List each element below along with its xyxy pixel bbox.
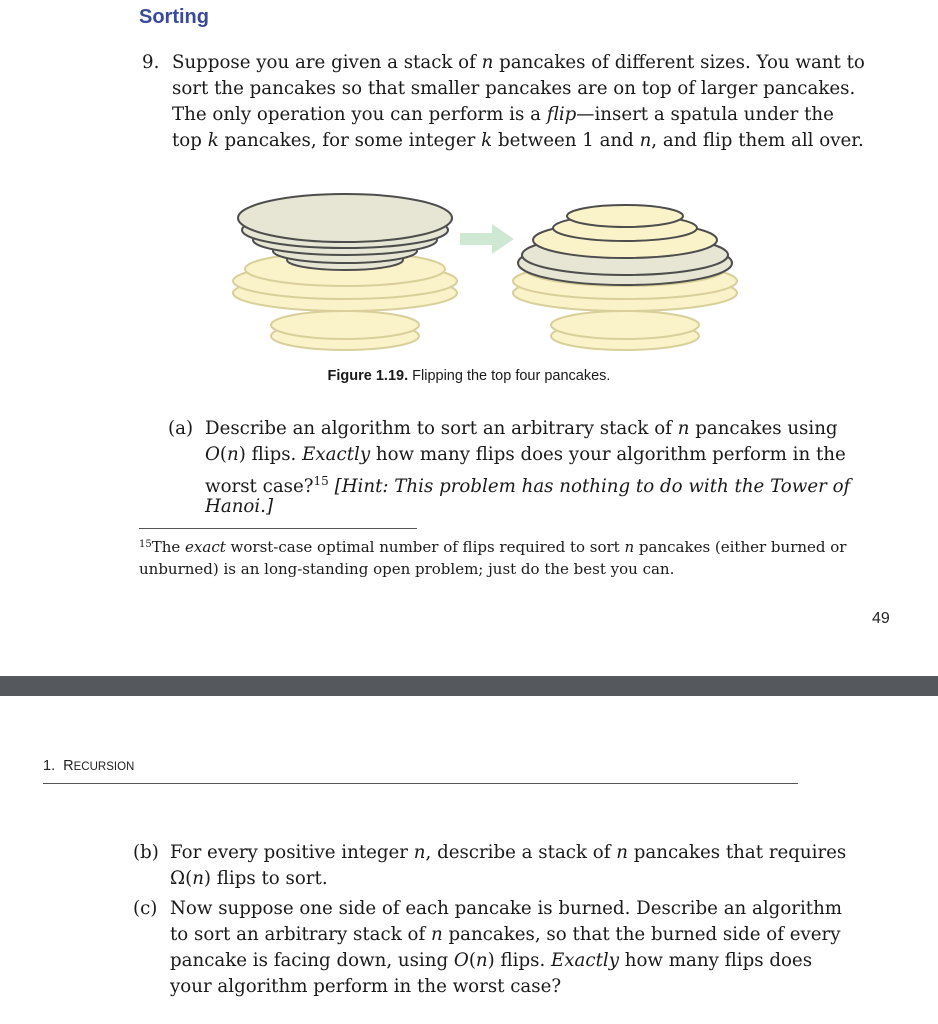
part-a-line xyxy=(205,494,273,520)
math-variable: k xyxy=(207,130,219,151)
problem-number: 9. xyxy=(142,52,160,73)
part-b-label: (b) xyxy=(133,842,159,863)
problem-line: The only operation you can perform is a flip—insert a spatula under the xyxy=(172,104,834,125)
footnote-line: The exact worst-case optimal number of flips required to sort n pancakes (either burned or xyxy=(151,538,847,556)
chapter-title-rest: ECURSION xyxy=(73,761,135,773)
emphasis: [Hint: This problem has nothing to do with the Tower of xyxy=(334,476,851,497)
problem-line: top k pancakes, for some integer k between 1 and n, and flip them all over. xyxy=(172,130,864,151)
page-divider xyxy=(0,676,938,696)
part-a-line: Describe an algorithm to sort an arbitrary stack of n pancakes using xyxy=(205,418,838,439)
emphasis: Exactly xyxy=(551,950,619,971)
problem-line: sort the pancakes so that smaller pancakes are on top of larger pancakes. xyxy=(172,78,856,99)
problem-line: Suppose you are given a stack of n pancakes of different sizes. You want to xyxy=(172,52,865,73)
page-number: 49 xyxy=(872,610,890,627)
pancake xyxy=(271,311,419,339)
math-variable: n xyxy=(677,418,690,439)
math-variable: n xyxy=(481,52,494,73)
part-a-line: worst case?$^{15}$ [Hint: This problem has nothing to do with the Tower of xyxy=(205,474,851,497)
figure-caption-text: Flipping the top four pancakes. xyxy=(408,368,611,384)
pancake-flip-illustration xyxy=(228,180,748,360)
emphasis: Exactly xyxy=(302,444,371,465)
right-stack xyxy=(513,205,737,350)
pancake xyxy=(567,205,683,227)
math-variable: n xyxy=(430,924,443,945)
emphasis: flip xyxy=(546,104,577,125)
math-variable: n xyxy=(192,868,204,889)
part-a-label: (a) xyxy=(168,418,194,439)
footnote-rule xyxy=(139,528,417,529)
part-c-line: Now suppose one side of each pancake is burned. Describe an algorithm xyxy=(170,898,843,919)
footnote-mark: 15 xyxy=(139,539,152,550)
part-a-line: O(n) flips. Exactly how many flips does your algorithm perform in the xyxy=(205,444,846,465)
page-50 xyxy=(0,696,938,1024)
math-variable: n xyxy=(227,444,239,465)
chapter-title-initial: R xyxy=(63,758,74,774)
math-variable: n xyxy=(413,842,426,863)
part-b-line: For every positive integer n, describe a stack of n pancakes that requires xyxy=(170,842,847,863)
math-variable: O xyxy=(453,950,469,971)
part-c-line: to sort an arbitrary stack of n pancakes, so that the burned side of every xyxy=(170,924,841,945)
pancake xyxy=(551,311,699,339)
part-c-line: pancake is facing down, using O(n) flips. Exactly how many flips does xyxy=(170,950,813,971)
math-variable: n xyxy=(639,130,652,151)
running-head xyxy=(43,758,134,774)
footnote-line: unburned) is an long-standing open problem; just do the best you can. xyxy=(139,560,675,578)
header-rule xyxy=(43,783,798,784)
arrow-icon xyxy=(460,224,514,254)
math-variable: k xyxy=(481,130,493,151)
math-variable: O xyxy=(205,444,220,465)
footnote-line-1 xyxy=(139,534,847,558)
pancake-figure xyxy=(228,180,748,360)
footnote xyxy=(139,534,847,580)
chapter-number: 1. xyxy=(43,758,56,774)
left-stack xyxy=(233,194,457,350)
figure-caption-label: Figure 1.19. xyxy=(327,368,409,384)
figure-caption xyxy=(0,368,938,384)
part-b-line: Ω(n) flips to sort. xyxy=(170,868,328,889)
emphasis: exact xyxy=(185,538,226,556)
math-variable: n xyxy=(616,842,628,863)
footnote-ref: 15 xyxy=(313,474,329,488)
pancake xyxy=(238,194,452,242)
math-variable: n xyxy=(475,950,488,971)
emphasis: Hanoi.] xyxy=(205,496,274,517)
part-c-label: (c) xyxy=(133,898,158,919)
part-c-line: your algorithm perform in the worst case? xyxy=(170,976,562,997)
math-variable: n xyxy=(624,538,635,556)
section-title: Sorting xyxy=(139,6,209,28)
